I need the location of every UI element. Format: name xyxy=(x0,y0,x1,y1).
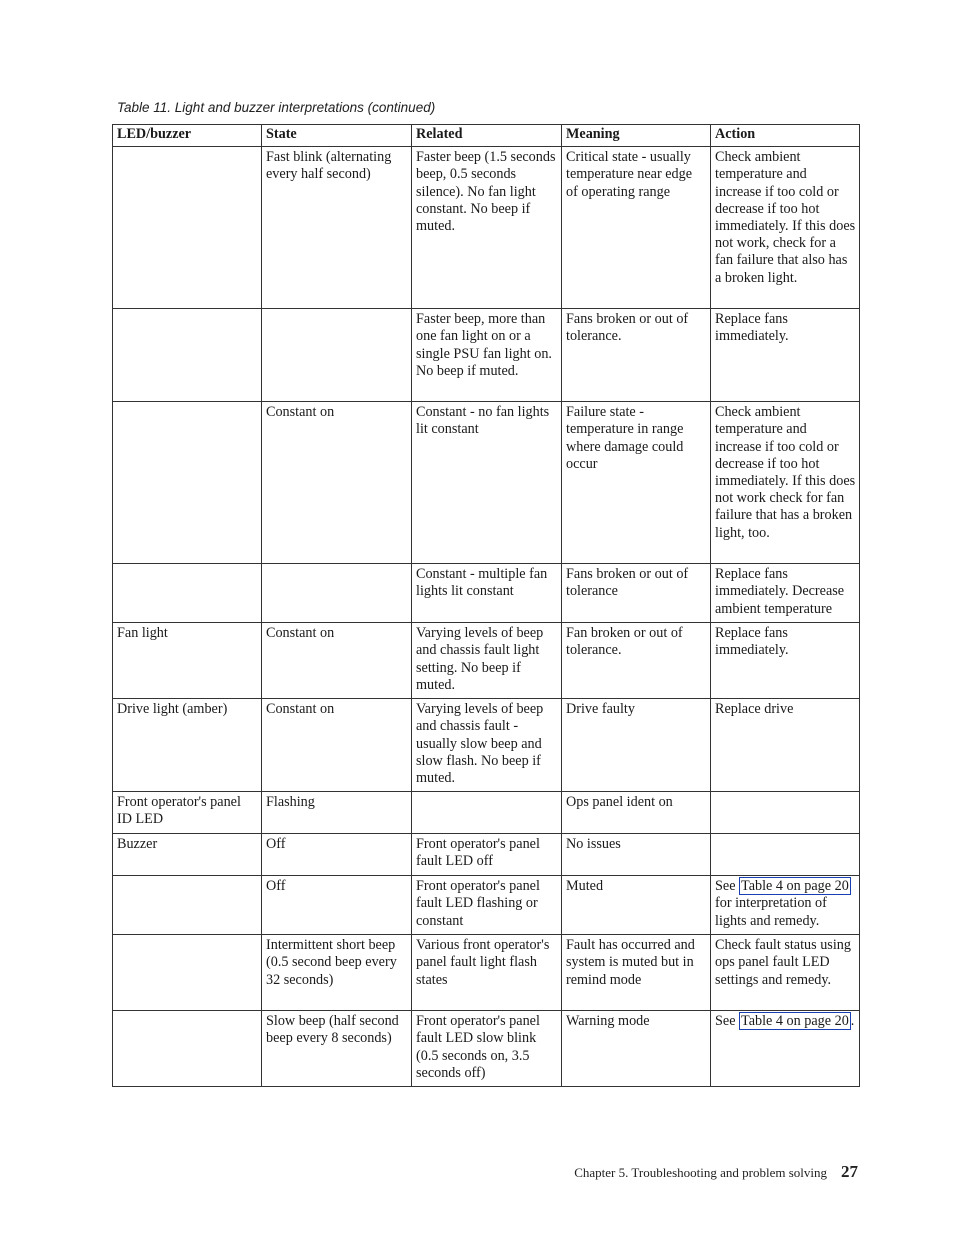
related-cell: Constant - multiple fan lights lit constant xyxy=(412,564,562,623)
table-row xyxy=(113,876,860,935)
action-cell: Replace fans immediately. xyxy=(711,309,860,402)
related-cell: Constant - no fan lights lit constant xyxy=(412,402,562,564)
led-cell xyxy=(113,147,262,309)
action-cell xyxy=(711,834,860,876)
table-row xyxy=(113,309,860,402)
state-cell: Off xyxy=(262,834,412,876)
table-row xyxy=(113,935,860,1011)
state-cell: Fast blink (alternating every half second) xyxy=(262,147,412,309)
state-cell: Constant on xyxy=(262,402,412,564)
light-buzzer-table xyxy=(112,124,860,1087)
action-cell xyxy=(711,876,860,935)
led-cell xyxy=(113,935,262,1011)
header-meaning: Meaning xyxy=(562,125,711,147)
table-row xyxy=(113,699,860,792)
action-cell: Replace drive xyxy=(711,699,860,792)
table-row xyxy=(113,147,860,309)
table-caption: Table 11. Light and buzzer interpretations (continued) xyxy=(117,100,436,115)
state-cell: Off xyxy=(262,876,412,935)
state-cell: Flashing xyxy=(262,792,412,834)
action-cell xyxy=(711,1011,860,1087)
state-cell xyxy=(262,309,412,402)
led-cell: Front operator's panel ID LED xyxy=(113,792,262,834)
table-row xyxy=(113,1011,860,1087)
action-cell: Check ambient temperature and increase if too cold or decrease if too hot immediately. If this does not work, check for a fan failure that also has a broken light. xyxy=(711,147,860,309)
table-row xyxy=(113,564,860,623)
meaning-cell: Fans broken or out of tolerance xyxy=(562,564,711,623)
page-footer xyxy=(574,1162,858,1182)
meaning-cell: Ops panel ident on xyxy=(562,792,711,834)
led-cell xyxy=(113,402,262,564)
table-row xyxy=(113,792,860,834)
action-text-after: for interpretation of lights and remedy. xyxy=(715,895,827,929)
related-cell: Faster beep, more than one fan light on or a single PSU fan light on. No beep if muted. xyxy=(412,309,562,402)
related-cell: Front operator's panel fault LED off xyxy=(412,834,562,876)
led-cell: Fan light xyxy=(113,623,262,699)
table-row xyxy=(113,623,860,699)
led-cell: Drive light (amber) xyxy=(113,699,262,792)
related-cell: Faster beep (1.5 seconds beep, 0.5 seconds silence). No fan light constant. No beep if muted. xyxy=(412,147,562,309)
action-text-after: . xyxy=(850,1013,855,1030)
related-cell xyxy=(412,792,562,834)
led-cell xyxy=(113,309,262,402)
header-related: Related xyxy=(412,125,562,147)
table-4-link[interactable]: Table 4 on page 20 xyxy=(741,878,849,895)
state-cell: Intermittent short beep (0.5 second beep every 32 seconds) xyxy=(262,935,412,1011)
meaning-cell: Fans broken or out of tolerance. xyxy=(562,309,711,402)
meaning-cell: Drive faulty xyxy=(562,699,711,792)
related-cell: Front operator's panel fault LED flashing or constant xyxy=(412,876,562,935)
led-cell xyxy=(113,1011,262,1087)
state-cell xyxy=(262,564,412,623)
meaning-cell: Muted xyxy=(562,876,711,935)
action-text-before: See xyxy=(715,1013,740,1030)
action-cell: Check ambient temperature and increase if too cold or decrease if too hot immediately. If this does not work check for fan failure that has a broken light, too. xyxy=(711,402,860,564)
meaning-cell: No issues xyxy=(562,834,711,876)
action-text-before: See xyxy=(715,878,740,895)
action-cell: Check fault status using ops panel fault LED settings and remedy. xyxy=(711,935,860,1011)
header-state: State xyxy=(262,125,412,147)
table-4-link[interactable]: Table 4 on page 20 xyxy=(741,1013,849,1030)
related-cell: Varying levels of beep and chassis fault light setting. No beep if muted. xyxy=(412,623,562,699)
related-cell: Front operator's panel fault LED slow blink (0.5 seconds on, 3.5 seconds off) xyxy=(412,1011,562,1087)
led-cell xyxy=(113,564,262,623)
action-cell: Replace fans immediately. xyxy=(711,623,860,699)
state-cell: Constant on xyxy=(262,699,412,792)
table-row xyxy=(113,402,860,564)
table-row xyxy=(113,834,860,876)
related-cell: Various front operator's panel fault light flash states xyxy=(412,935,562,1011)
page-number: 27 xyxy=(841,1162,858,1181)
state-cell: Slow beep (half second beep every 8 seconds) xyxy=(262,1011,412,1087)
table-header-row xyxy=(113,125,860,147)
action-cell: Replace fans immediately. Decrease ambient temperature xyxy=(711,564,860,623)
meaning-cell: Fault has occurred and system is muted but in remind mode xyxy=(562,935,711,1011)
meaning-cell: Critical state - usually temperature near edge of operating range xyxy=(562,147,711,309)
header-action: Action xyxy=(711,125,860,147)
meaning-cell: Failure state - temperature in range where damage could occur xyxy=(562,402,711,564)
led-cell xyxy=(113,876,262,935)
meaning-cell: Warning mode xyxy=(562,1011,711,1087)
action-cell xyxy=(711,792,860,834)
header-led-buzzer: LED/buzzer xyxy=(113,125,262,147)
led-cell: Buzzer xyxy=(113,834,262,876)
related-cell: Varying levels of beep and chassis fault - usually slow beep and slow flash. No beep if muted. xyxy=(412,699,562,792)
chapter-title: Chapter 5. Troubleshooting and problem solving xyxy=(574,1165,827,1180)
state-cell: Constant on xyxy=(262,623,412,699)
meaning-cell: Fan broken or out of tolerance. xyxy=(562,623,711,699)
